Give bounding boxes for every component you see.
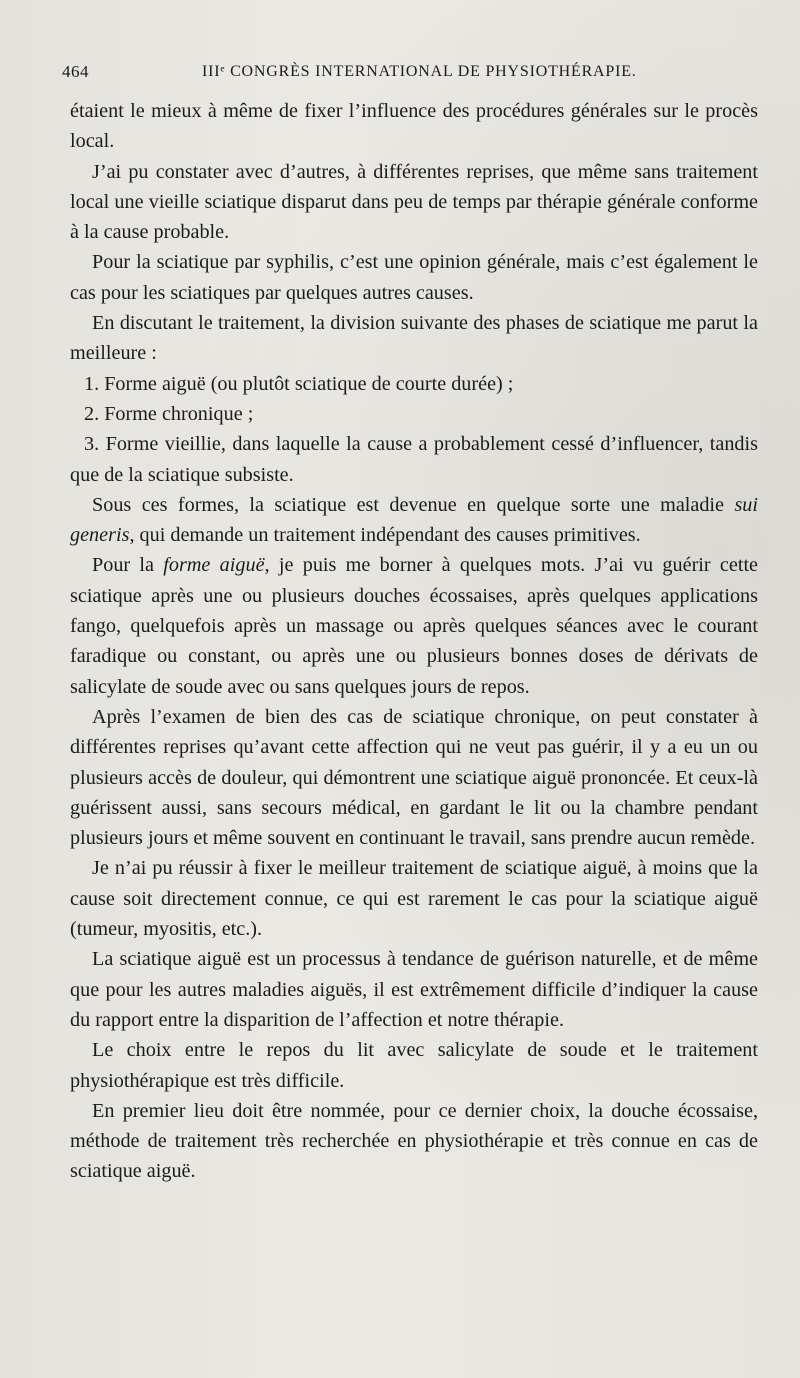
list-item: 3. Forme vieillie, dans laquelle la cause a probablement cessé d’influencer, tandis que de la sciatique subsiste. [70,433,758,486]
paragraph: En discutant le traitement, la division suivante des phases de sciatique me parut la meilleure : [70,312,758,365]
text-run: Sous ces formes, la sciatique est devenue en quelque sorte une maladie [92,493,735,516]
paragraph: Pour la sciatique par syphilis, c’est une opinion générale, mais c’est également le cas pour les sciatiques par quelques autres causes. [70,251,758,304]
paragraph: Je n’ai pu réussir à fixer le meilleur traitement de sciatique aiguë, à moins que la cause soit directement connue, ce qui est rarement le cas pour la sciatique aiguë (tumeur, myositis, etc.). [70,857,758,941]
paragraph [70,550,758,701]
italic-term: forme aiguë [163,554,265,577]
paragraph: Le choix entre le repos du lit avec salicylate de soude et le traitement physiothérapique est très difficile. [70,1039,758,1092]
paragraph: La sciatique aiguë est un processus à tendance de guérison naturelle, et de même que pour les autres maladies aiguës, il est extrêmement difficile d’indiquer la cause du rapport entre la disparition de l’affection et notre thérapie. [70,948,758,1031]
text-run: , qui demande un traitement indépendant des causes primitives. [129,524,641,547]
page-header [62,62,752,86]
paragraph [70,490,758,551]
text-run: Pour la [92,554,164,577]
text-run: , je puis me borner à quelques mots. J’ai vu guérir cette sciatique après une ou plusieurs douches écossaises, après quelques applications fango, quelquefois après un massage ou après quelques séances avec le courant faradique ou constant, ou après une ou plusieurs bonnes doses de dérivats de salicylate de soude avec ou sans quelques jours de repos. [70,554,759,698]
paragraph: étaient le mieux à même de fixer l’influence des procédures générales sur le procès local. [70,100,758,153]
paragraph: En premier lieu doit être nommée, pour ce dernier choix, la douche écossaise, méthode de traitement très recherchée en physiothérapie et très connue en cas de sciatique aiguë. [70,1099,758,1183]
paragraph: J’ai pu constater avec d’autres, à différentes reprises, que même sans traitement local une vieille sciatique disparut dans peu de temps par thérapie générale conforme à la cause probable. [70,160,758,244]
italic-term: sui generis [70,493,758,547]
list-item: 1. Forme aiguë (ou plutôt sciatique de courte durée) ; [84,372,514,395]
page-number: 464 [62,62,89,81]
list-item: 2. Forme chronique ; [84,402,254,425]
paragraph: Après l’examen de bien des cas de sciatique chronique, on peut constater à différentes reprises qu’avant cette affection qui ne veut pas guérir, il y a eu un ou plusieurs accès de douleur, qui démontrent une sciatique aiguë prononcée. Et ceux-là guérissent aussi, sans secours médical, en gardant le lit ou la chambre pendant plusieurs jours et même souvent en continuant le travail, sans prendre aucun remède. [70,705,758,850]
body-text [70,96,758,1187]
running-head: IIIᵉ CONGRÈS INTERNATIONAL DE PHYSIOTHÉRAPIE. [202,63,637,80]
